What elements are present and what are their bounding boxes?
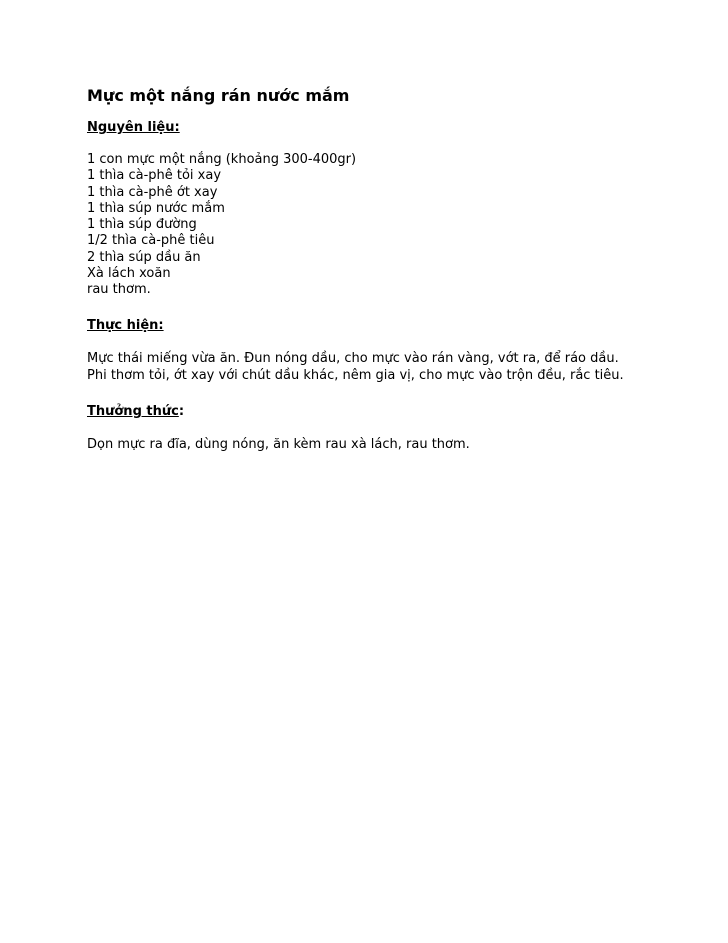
method-paragraph [87,350,687,384]
serving-heading-text: Thưởng thức [87,403,179,419]
serving-paragraph [87,436,687,453]
ingredients-heading [87,120,687,136]
ingredient-item: 1 con mực một nắng (khoảng 300-400gr) [87,152,357,167]
method-line: Phi thơm tỏi, ớt xay với chút dầu khác, nêm gia vị, cho mực vào trộn đều, rắc tiêu. [87,367,624,383]
ingredient-item: 1/2 thìa cà-phê tiêu [87,233,215,249]
ingredient-item: 2 thìa súp dầu ăn [87,249,201,265]
ingredient-item: rau thơm. [87,282,151,298]
recipe-title: Mực một nắng rán nước mắm [87,86,350,105]
method-line: Mực thái miếng vừa ăn. Đun nóng dầu, cho mực vào rán vàng, vớt ra, để ráo dầu. [87,350,619,366]
ingredients-list [87,152,687,299]
serving-heading-colon: : [178,403,185,419]
document-page [87,86,687,473]
ingredient-item: 1 thìa cà-phê ớt xay [87,184,218,200]
ingredients-heading-text: Nguyên liệu: [87,120,180,135]
method-heading-text: Thực hiện: [87,317,164,333]
serving-line: Dọn mực ra đĩa, dùng nóng, ăn kèm rau xà lách, rau thơm. [87,436,470,452]
serving-heading [87,404,687,420]
ingredient-item: 1 thìa súp nước mắm [87,200,225,216]
ingredient-item: Xà lách xoăn [87,266,171,282]
ingredient-item: 1 thìa cà-phê tỏi xay [87,168,222,184]
method-heading [87,318,687,334]
ingredient-item: 1 thìa súp đường [87,217,197,233]
